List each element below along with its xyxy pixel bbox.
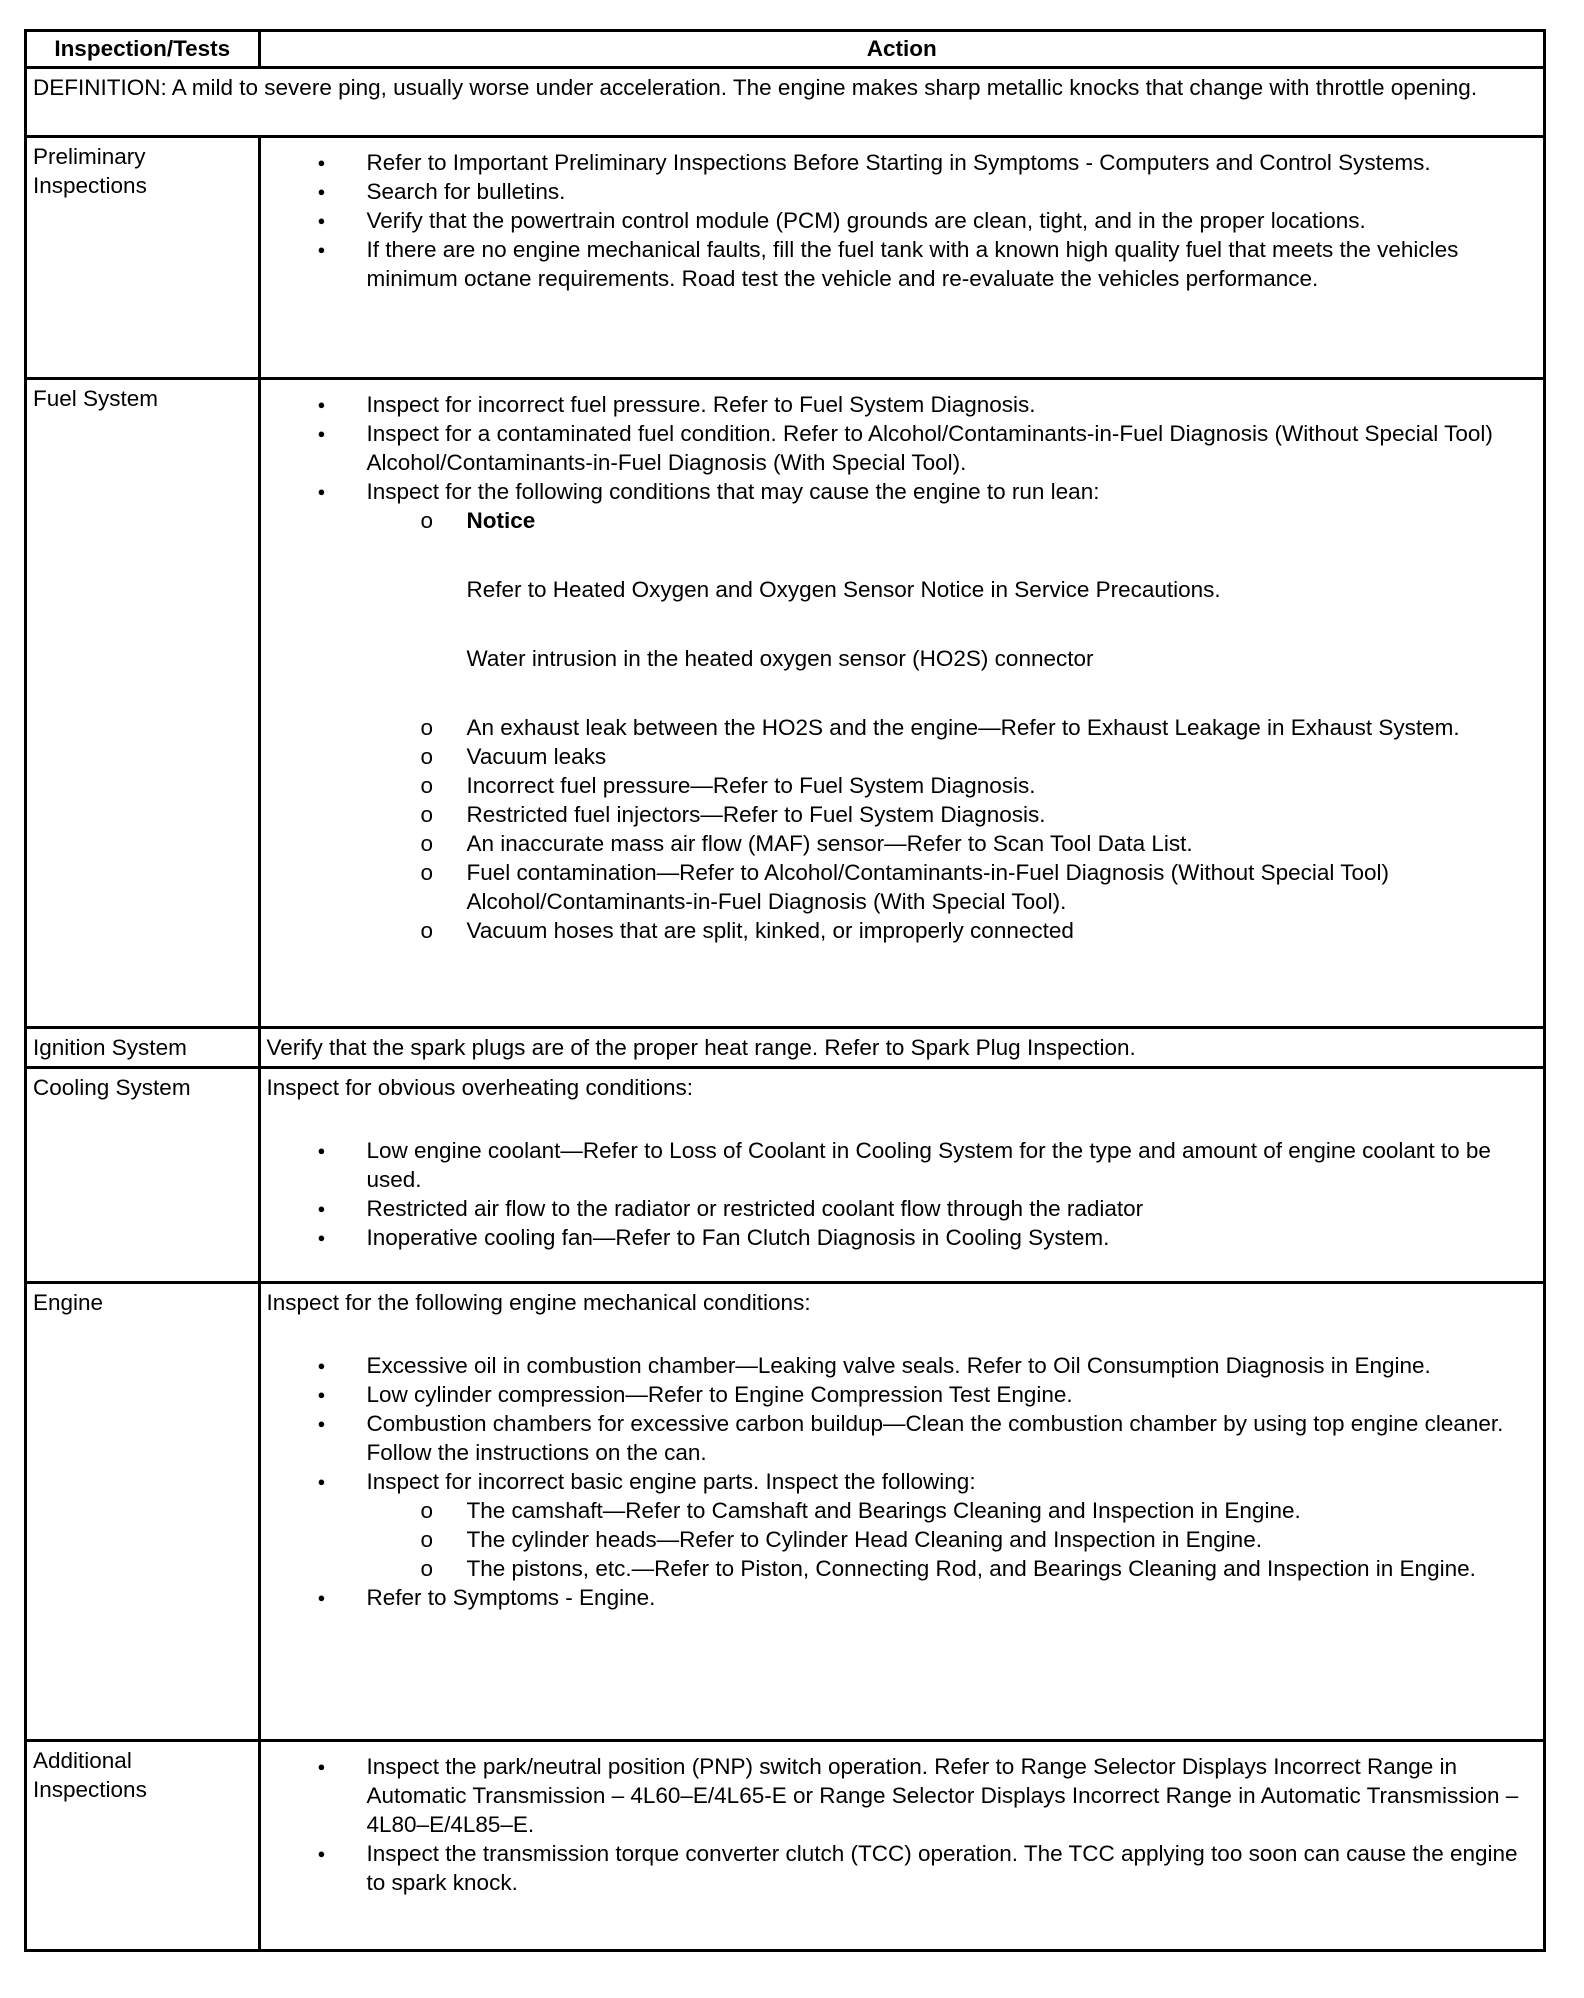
sub-list-item: o The camshaft—Refer to Camshaft and Bearings Cleaning and Inspection in Engine. [367,1496,1538,1525]
list-item: ● Inspect for incorrect fuel pressure. Refer to Fuel System Diagnosis. [267,390,1538,419]
list-item: ● Refer to Important Preliminary Inspections Before Starting in Symptoms - Computers and Control Systems. [267,148,1538,177]
header-row [27,32,1543,68]
row-additional-inspections [27,1741,1543,1949]
action-ignition-system: Verify that the spark plugs are of the proper heat range. Refer to Spark Plug Inspection. [259,1028,1543,1068]
list-item: ● Refer to Symptoms - Engine. [267,1583,1538,1612]
label-additional-inspections: Additional Inspections [27,1741,259,1949]
action-preliminary [259,137,1543,379]
list-item [267,477,1538,945]
list-item: ● Low cylinder compression—Refer to Engine Compression Test Engine. [267,1380,1538,1409]
row-ignition-system [27,1028,1543,1068]
sub-list-item: o An exhaust leak between the HO2S and the engine—Refer to Exhaust Leakage in Exhaust System. [367,713,1538,742]
label-cooling-system: Cooling System [27,1068,259,1283]
list-item: ● Combustion chambers for excessive carbon buildup—Clean the combustion chamber by using top engine cleaner. Follow the instructions on the can. [267,1409,1538,1467]
sub-list-item: o Restricted fuel injectors—Refer to Fuel System Diagnosis. [367,800,1538,829]
sub-list-item: o Incorrect fuel pressure—Refer to Fuel System Diagnosis. [367,771,1538,800]
list-item-text: Inspect for the following conditions that may cause the engine to run lean: [366,479,1100,504]
label-ignition-system: Ignition System [27,1028,259,1068]
row-engine [27,1283,1543,1741]
notice-item [367,506,1538,713]
header-action: Action [259,32,1543,68]
diagnostic-table [24,29,1546,1952]
action-cooling-system [259,1068,1543,1283]
list-item [267,1467,1538,1583]
action-engine [259,1283,1543,1741]
list-item: ● Verify that the powertrain control module (PCM) grounds are clean, tight, and in the proper locations. [267,206,1538,235]
list-item: ● Inoperative cooling fan—Refer to Fan Clutch Diagnosis in Cooling System. [267,1223,1538,1252]
list-item: ● Restricted air flow to the radiator or restricted coolant flow through the radiator [267,1194,1538,1223]
sub-list-item: o The pistons, etc.—Refer to Piston, Connecting Rod, and Bearings Cleaning and Inspection in Engine. [367,1554,1538,1583]
notice-item-text: Water intrusion in the heated oxygen sensor (HO2S) connector [466,646,1094,671]
notice-title: o Notice [466,508,536,533]
list-item: ● Excessive oil in combustion chamber—Leaking valve seals. Refer to Oil Consumption Diagnosis in Engine. [267,1351,1538,1380]
list-item-text: Inspect for incorrect basic engine parts. Inspect the following: [366,1469,976,1494]
sub-list-item: o Vacuum hoses that are split, kinked, or improperly connected [367,916,1538,945]
row-cooling-system [27,1068,1543,1283]
sub-list-item: o The cylinder heads—Refer to Cylinder Head Cleaning and Inspection in Engine. [367,1525,1538,1554]
sub-list-item: o Vacuum leaks [367,742,1538,771]
definition-row [27,68,1543,137]
list-item: ● Inspect for a contaminated fuel condition. Refer to Alcohol/Contaminants-in-Fuel Diagnosis (Without Special Tool) Alcohol/Contaminants-in-Fuel Diagnosis (With Special Tool). [267,419,1538,477]
list-item: ● Low engine coolant—Refer to Loss of Coolant in Cooling System for the type and amount of engine coolant to be used. [267,1136,1538,1194]
label-fuel-system: Fuel System [27,379,259,1028]
list-item: ● Search for bulletins. [267,177,1538,206]
sub-list-item: o An inaccurate mass air flow (MAF) sensor—Refer to Scan Tool Data List. [367,829,1538,858]
list-item: ● Inspect the park/neutral position (PNP) switch operation. Refer to Range Selector Displays Incorrect Range in Automatic Transmission – 4L60–E/4L65-E or Range Selector Displays Incorrect Range in Automatic Transmission – 4L80–E/4L85–E. [267,1752,1538,1839]
notice-text: Refer to Heated Oxygen and Oxygen Sensor Notice in Service Precautions. [466,577,1221,602]
header-inspection-tests: Inspection/Tests [27,32,259,68]
action-fuel-system [259,379,1543,1028]
cooling-intro: Inspect for obvious overheating conditions: [266,1075,694,1100]
definition-text: DEFINITION: A mild to severe ping, usually worse under acceleration. The engine makes sharp metallic knocks that change with throttle opening. [27,68,1543,137]
sub-list-item: o Fuel contamination—Refer to Alcohol/Contaminants-in-Fuel Diagnosis (Without Special Tool) Alcohol/Contaminants-in-Fuel Diagnosis (With Special Tool). [367,858,1538,916]
label-preliminary: Preliminary Inspections [27,137,259,379]
action-additional-inspections [259,1741,1543,1949]
list-item: ● Inspect the transmission torque converter clutch (TCC) operation. The TCC applying too soon can cause the engine to spark knock. [267,1839,1538,1897]
row-fuel-system [27,379,1543,1028]
label-engine: Engine [27,1283,259,1741]
row-preliminary [27,137,1543,379]
list-item: ● If there are no engine mechanical faults, fill the fuel tank with a known high quality fuel that meets the vehicles minimum octane requirements. Road test the vehicle and re-evaluate the vehicles performance. [267,235,1538,293]
engine-intro: Inspect for the following engine mechanical conditions: [266,1290,811,1315]
